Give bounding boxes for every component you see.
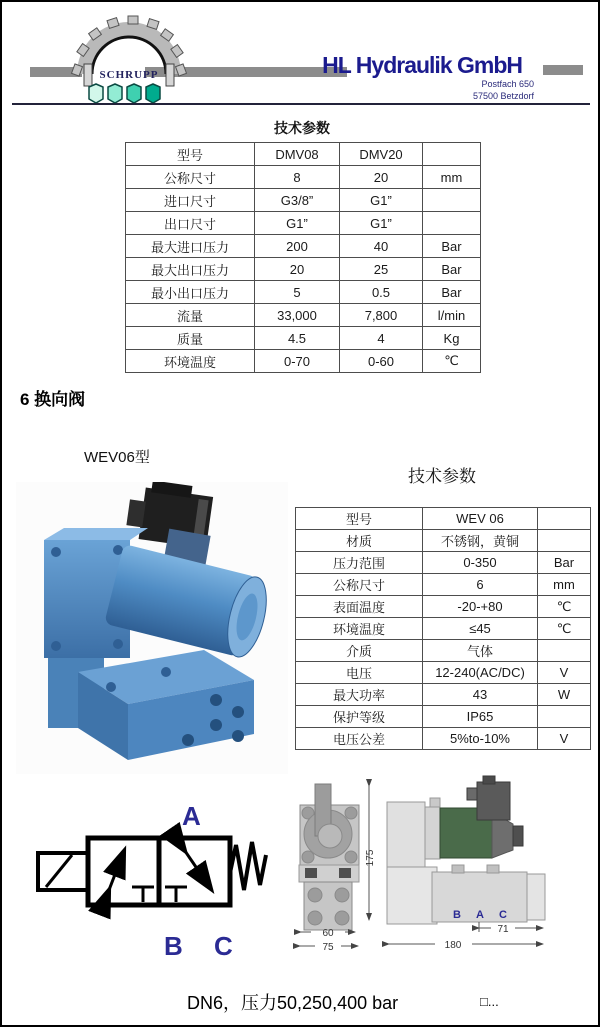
table-row — [296, 618, 591, 640]
table-cell: 进口尺寸 — [126, 189, 255, 212]
header-bar-right — [543, 65, 583, 75]
logo-wordmark: SCHRUPP — [99, 69, 159, 81]
table-cell: 0-350 — [423, 552, 538, 574]
table-cell: 0-70 — [255, 350, 340, 373]
table-row — [296, 684, 591, 706]
dim-port-span: 71 — [497, 924, 509, 935]
table-row — [296, 596, 591, 618]
table-row — [126, 166, 481, 189]
table-cell — [538, 530, 591, 552]
connector-side — [477, 782, 510, 820]
valve-box-right — [159, 838, 230, 905]
technical-drawing — [287, 774, 592, 979]
table-cell: 5%to-10% — [423, 728, 538, 750]
table-cell: 4 — [340, 327, 423, 350]
table-cell: 公称尺寸 — [296, 574, 423, 596]
table-cell: 质量 — [126, 327, 255, 350]
footer-trailing-mark: □... — [480, 994, 499, 1009]
solenoid-symbol — [38, 853, 88, 890]
table-row — [126, 281, 481, 304]
table-cell — [538, 640, 591, 662]
table-cell: ℃ — [423, 350, 481, 373]
table-cell: 介质 — [296, 640, 423, 662]
table-row — [296, 508, 591, 530]
table-row — [296, 706, 591, 728]
valve-photo-art — [16, 482, 288, 774]
port-label-b: B — [164, 931, 183, 961]
table-cell: W — [538, 684, 591, 706]
table-cell: G1” — [340, 212, 423, 235]
table-cell: 0-60 — [340, 350, 423, 373]
valve-schematic — [22, 785, 282, 965]
table-cell: V — [538, 662, 591, 684]
table-cell: 4.5 — [255, 327, 340, 350]
table-row — [296, 574, 591, 596]
table-cell: mm — [423, 166, 481, 189]
table-row — [126, 258, 481, 281]
table-row — [126, 304, 481, 327]
drawing-port-b: B — [453, 909, 461, 921]
table-cell: l/min — [423, 304, 481, 327]
dim-height: 175 — [365, 849, 376, 867]
table-cell: 压力范围 — [296, 552, 423, 574]
table-cell: 7,800 — [340, 304, 423, 327]
table-cell: 6 — [423, 574, 538, 596]
table1-title: 技术参数 — [274, 120, 330, 136]
table-cell: 最大功率 — [296, 684, 423, 706]
company-name: HL Hydraulik GmbH — [322, 52, 522, 78]
table-cell: IP65 — [423, 706, 538, 728]
table-row — [126, 143, 481, 166]
company-address-line1: Postfach 650 — [481, 79, 534, 89]
table-cell — [423, 212, 481, 235]
table-cell: 0.5 — [340, 281, 423, 304]
table-cell: 电压公差 — [296, 728, 423, 750]
table-cell: 气体 — [423, 640, 538, 662]
table-row — [126, 235, 481, 258]
table-cell: 电压 — [296, 662, 423, 684]
dim-length: 180 — [444, 940, 462, 951]
company-address-line2: 57500 Betzdorf — [472, 91, 534, 101]
table-cell: WEV 06 — [423, 508, 538, 530]
table-cell: 33,000 — [255, 304, 340, 327]
table-cell — [538, 508, 591, 530]
port-label-a: A — [182, 801, 201, 831]
dim-width-outer: 75 — [322, 942, 334, 953]
table-cell: 12-240(AC/DC) — [423, 662, 538, 684]
table-cell: Bar — [423, 281, 481, 304]
table-cell: 公称尺寸 — [126, 166, 255, 189]
table-cell: 型号 — [296, 508, 423, 530]
table-row — [126, 189, 481, 212]
table-cell: 环境温度 — [296, 618, 423, 640]
model-label: WEV06型 — [84, 449, 150, 466]
table-row — [296, 662, 591, 684]
wev-parameters-table — [295, 507, 591, 750]
table2-title: 技术参数 — [408, 467, 476, 486]
front-view — [299, 784, 359, 930]
table-cell: DMV20 — [340, 143, 423, 166]
table-cell: ≤45 — [423, 618, 538, 640]
table-cell: V — [538, 728, 591, 750]
header-divider — [12, 103, 590, 105]
drawing-port-c: C — [499, 909, 507, 921]
table-cell: 40 — [340, 235, 423, 258]
table-cell: 环境温度 — [126, 350, 255, 373]
table-cell: 保护等级 — [296, 706, 423, 728]
table-cell: ℃ — [538, 618, 591, 640]
valve-box-left — [88, 838, 159, 905]
table-cell — [423, 143, 481, 166]
table-cell: 200 — [255, 235, 340, 258]
valve-photo — [16, 482, 288, 774]
table-cell: 材质 — [296, 530, 423, 552]
dmv-parameters-table — [125, 142, 481, 373]
table-cell — [538, 706, 591, 728]
table-cell: 流量 — [126, 304, 255, 327]
section-heading: 6 换向阀 — [20, 390, 86, 409]
table-cell: 最大出口压力 — [126, 258, 255, 281]
table-cell: -20-+80 — [423, 596, 538, 618]
table-cell: Kg — [423, 327, 481, 350]
table-cell: mm — [538, 574, 591, 596]
table-cell: 25 — [340, 258, 423, 281]
table-cell: Bar — [538, 552, 591, 574]
table-cell: 出口尺寸 — [126, 212, 255, 235]
table-cell: 最小出口压力 — [126, 281, 255, 304]
table-row — [126, 350, 481, 373]
table-cell: DMV08 — [255, 143, 340, 166]
table-cell: 5 — [255, 281, 340, 304]
table-row — [296, 530, 591, 552]
table-cell: ℃ — [538, 596, 591, 618]
table-cell: Bar — [423, 258, 481, 281]
table-cell: G1” — [255, 212, 340, 235]
drawing-port-a: A — [476, 909, 484, 921]
schrupp-logo — [62, 12, 196, 106]
table-row — [126, 327, 481, 350]
logo-gems — [89, 84, 160, 103]
table-row — [296, 552, 591, 574]
table-cell: 8 — [255, 166, 340, 189]
table-cell: Bar — [423, 235, 481, 258]
table-cell: G1” — [340, 189, 423, 212]
port-label-c: C — [214, 931, 233, 961]
table-cell: 表面温度 — [296, 596, 423, 618]
table-row — [296, 728, 591, 750]
table-row — [296, 640, 591, 662]
table-cell: 43 — [423, 684, 538, 706]
table-cell: 20 — [340, 166, 423, 189]
table-row — [126, 212, 481, 235]
table-cell: 型号 — [126, 143, 255, 166]
table-cell: G3/8” — [255, 189, 340, 212]
table-cell — [423, 189, 481, 212]
table-cell: 不锈钢，黄铜 — [423, 530, 538, 552]
side-view — [387, 776, 545, 924]
spring-symbol — [230, 842, 266, 890]
dim-width-inner: 60 — [322, 928, 334, 939]
footer-caption: DN6，压力50,250,400 bar — [187, 993, 399, 1013]
table-cell: 20 — [255, 258, 340, 281]
table-cell: 最大进口压力 — [126, 235, 255, 258]
